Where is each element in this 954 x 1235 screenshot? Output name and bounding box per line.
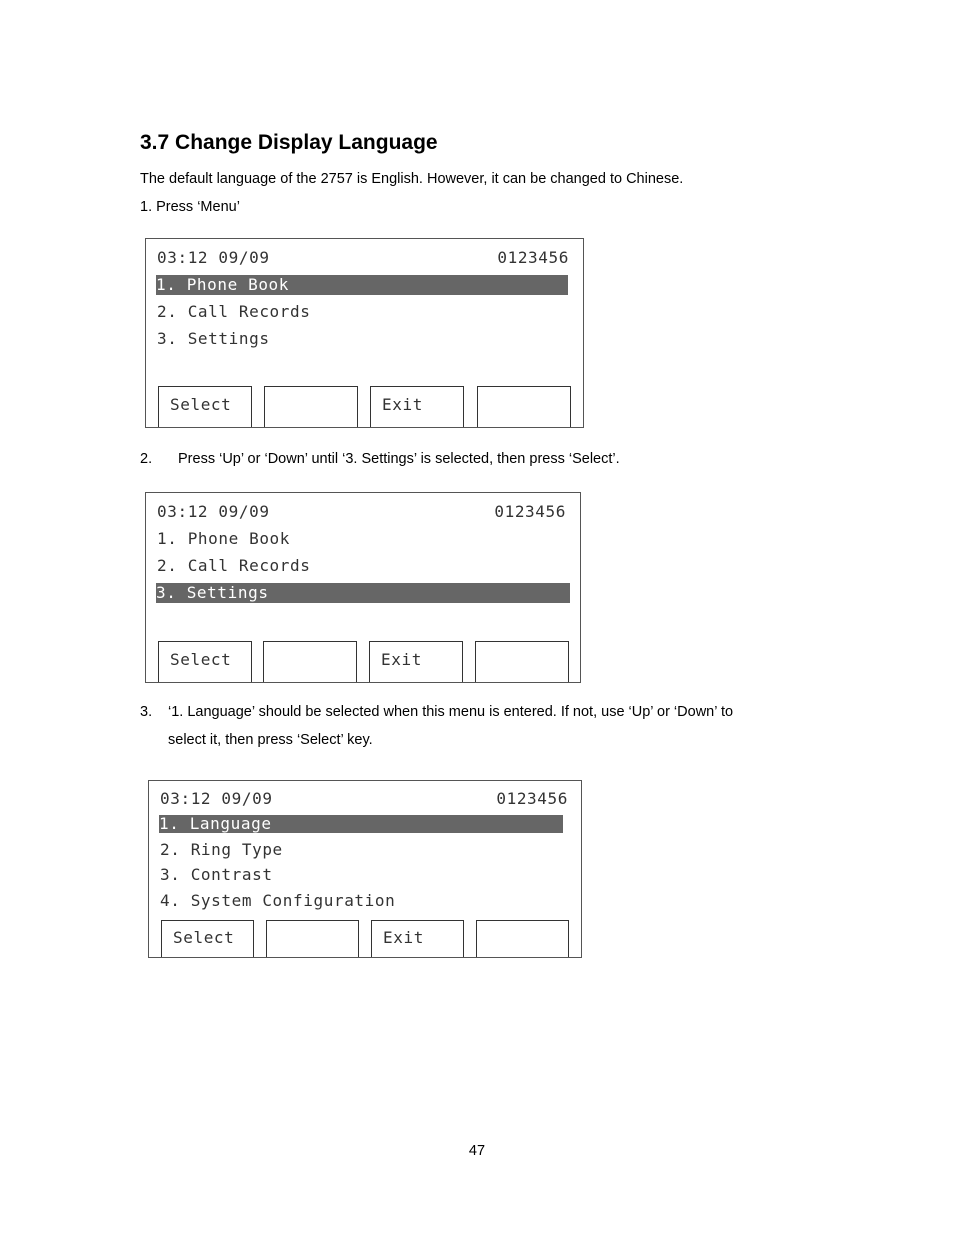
- softkey-select[interactable]: Select: [158, 386, 252, 427]
- screen-number: 0123456: [494, 502, 566, 521]
- menu-item-phone-book[interactable]: 1. Phone Book: [157, 529, 291, 548]
- step-3-number: 3.: [140, 704, 153, 720]
- softkey-blank-1[interactable]: [264, 386, 358, 427]
- menu-item-call-records[interactable]: 2. Call Records: [157, 556, 311, 575]
- screen-time: 03:12 09/09: [160, 789, 273, 808]
- softkey-select[interactable]: Select: [161, 920, 254, 957]
- screen-time: 03:12 09/09: [157, 248, 270, 267]
- menu-item-settings[interactable]: 3. Settings: [156, 583, 570, 603]
- screen-time: 03:12 09/09: [157, 502, 270, 521]
- softkey-exit[interactable]: Exit: [371, 920, 464, 957]
- intro-paragraph: The default language of the 2757 is English. However, it can be changed to Chinese.: [140, 171, 684, 187]
- screen-number: 0123456: [496, 789, 568, 808]
- menu-item-system-configuration[interactable]: 4. System Configuration: [160, 891, 396, 910]
- softkey-blank-1[interactable]: [266, 920, 359, 957]
- softkey-blank-2[interactable]: [476, 920, 569, 957]
- step-2-number: 2.: [140, 451, 153, 467]
- phone-screen-settings-menu: [148, 780, 582, 958]
- menu-item-contrast[interactable]: 3. Contrast: [160, 865, 273, 884]
- softkey-select[interactable]: Select: [158, 641, 252, 682]
- page-number: 47: [468, 1143, 486, 1159]
- softkey-blank-2[interactable]: [475, 641, 569, 682]
- menu-item-settings[interactable]: 3. Settings: [157, 329, 270, 348]
- menu-item-language[interactable]: 1. Language: [159, 815, 563, 833]
- phone-screen-main-menu: [145, 238, 584, 428]
- step-3-text-line-2: select it, then press ‘Select’ key.: [168, 732, 373, 748]
- screen-number: 0123456: [497, 248, 569, 267]
- step-1: 1. Press ‘Menu’: [140, 199, 240, 215]
- softkey-exit[interactable]: Exit: [369, 641, 463, 682]
- menu-item-call-records[interactable]: 2. Call Records: [157, 302, 311, 321]
- step-3-text-line-1: ‘1. Language’ should be selected when this menu is entered. If not, use ‘Up’ or ‘Down’ to: [168, 704, 734, 720]
- phone-screen-settings-selected: [145, 492, 581, 683]
- step-2-text: Press ‘Up’ or ‘Down’ until ‘3. Settings’ is selected, then press ‘Select’.: [178, 451, 620, 467]
- menu-item-phone-book[interactable]: 1. Phone Book: [156, 275, 568, 295]
- softkey-exit[interactable]: Exit: [370, 386, 464, 427]
- menu-item-ring-type[interactable]: 2. Ring Type: [160, 840, 283, 859]
- softkey-blank-1[interactable]: [263, 641, 357, 682]
- section-heading: 3.7 Change Display Language: [140, 131, 438, 154]
- softkey-blank-2[interactable]: [477, 386, 571, 427]
